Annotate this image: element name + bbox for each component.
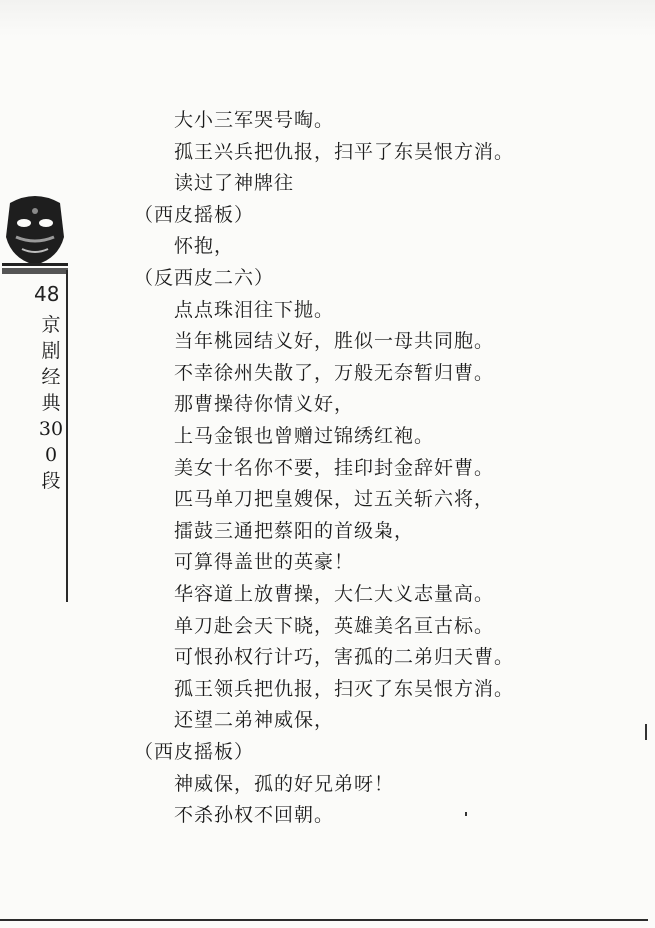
lyric-line: 匹马单刀把皇嫂保，过五关斩六将， [174,488,495,511]
opera-mask-logo [2,193,68,275]
lyric-line: 大小三军哭号啕。 [174,109,335,131]
lyric-line: 单刀赴会天下晓，英雄美名亘古标。 [174,614,495,637]
lyric-line: 点点珠泪往下抛。 [174,298,335,321]
stage-direction: （西皮摇板） [134,741,255,763]
lyric-line: 不幸徐州失散了，万般无奈暂归曹。 [174,361,495,384]
stage-direction: （反西皮二六） [134,267,275,289]
lyric-line: 神威保，孤的好兄弟呀！ [174,772,395,795]
lyric-line: 不杀孙权不回朝。 [174,804,335,827]
lyric-line: 上马金银也曾赠过锦绣红袍。 [174,425,435,447]
scan-shading [0,0,655,36]
lyric-line: 华容道上放曹操，大仁大义志量高。 [174,583,495,605]
margin-rule [66,270,68,602]
lyric-line: 那曹操待你情义好， [174,393,355,416]
book-title-vertical: 京剧经典300段 [38,314,64,492]
lyric-line: 怀抱， [174,235,235,258]
lyric-line: 可算得盖世的英豪！ [174,551,355,574]
lyric-line: 读过了神牌往 [174,172,295,195]
stage-direction: （西皮摇板） [134,203,255,226]
lyric-line: 当年桃园结义好，胜似一母共同胞。 [174,330,495,353]
lyric-line: 美女十名你不要，挂印封金辞奸曹。 [174,456,495,479]
lyric-line: 孤王领兵把仇报，扫灭了东吴恨方消。 [174,677,515,700]
lyric-line: 还望二弟神威保， [174,709,335,732]
margin-mark [645,724,647,740]
margin-speck [465,812,467,816]
page-number: 48 [34,282,60,306]
lyric-line: 孤王兴兵把仇报，扫平了东吴恨方消。 [174,140,515,163]
lyric-line: 可恨孙权行计巧，害孤的二弟归天曹。 [174,646,515,669]
lyric-line: 擂鼓三通把蔡阳的首级枭， [174,519,415,542]
bottom-rule [0,919,648,921]
